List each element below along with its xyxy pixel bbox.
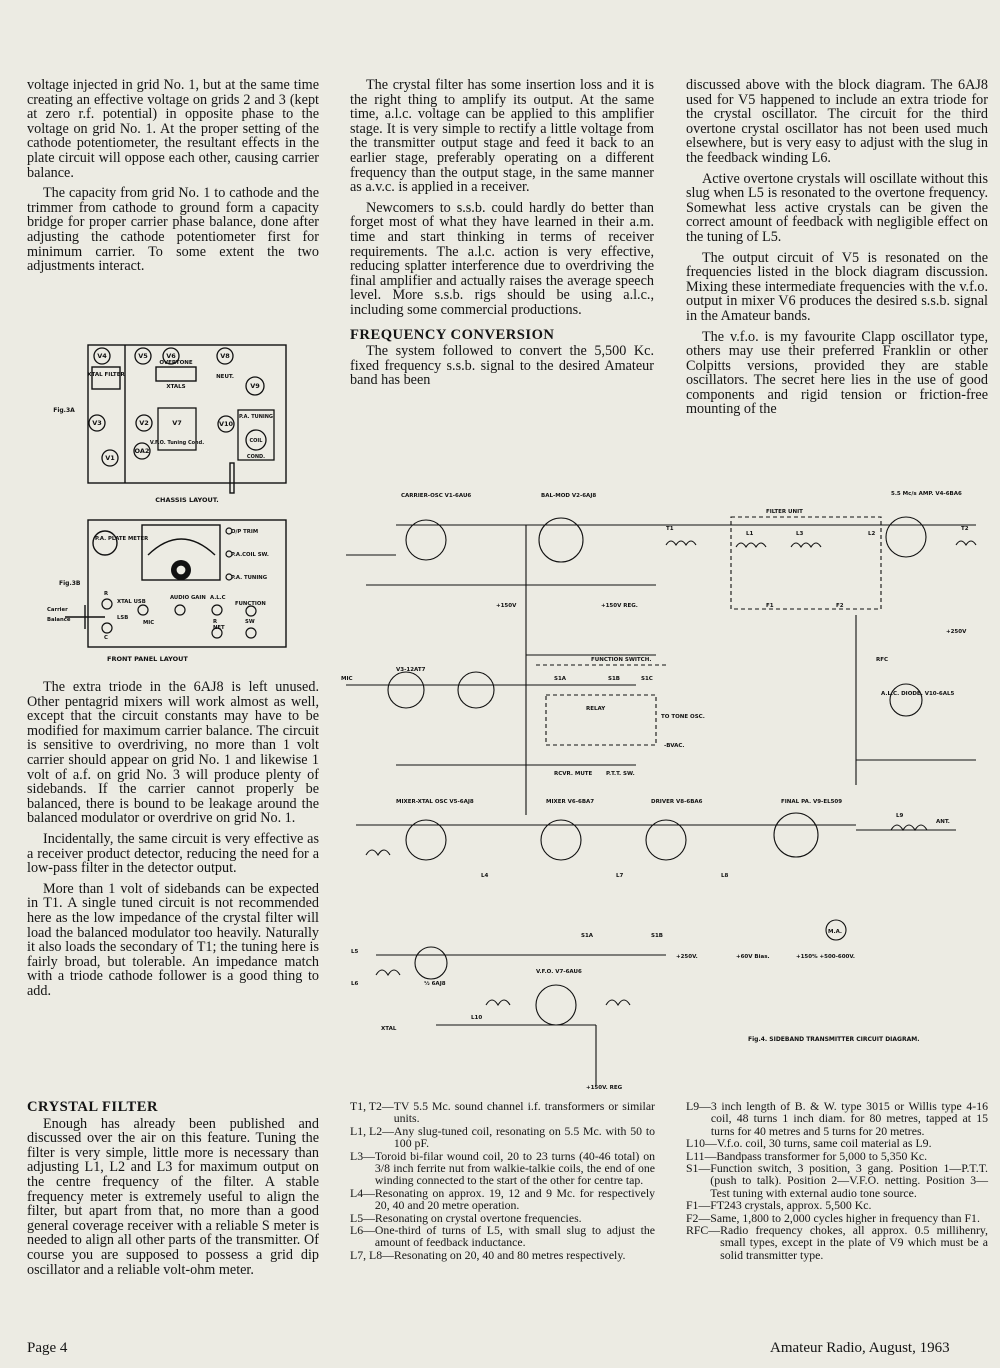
list-item: [686, 1100, 988, 1137]
plus-250v-label: +250V: [946, 629, 967, 635]
function-switch-label: FUNCTION SWITCH.: [591, 657, 652, 663]
l5-label: L5: [351, 949, 359, 955]
part-key: L6—: [350, 1223, 375, 1238]
column-3-top: [686, 78, 988, 417]
l1-label: L1: [746, 531, 754, 537]
part-desc: FT243 crystals, approx. 5,500 Kc.: [710, 1198, 872, 1213]
part-desc: Bandpass transformer for 5,000 to 5,350 Kc.: [716, 1148, 928, 1163]
list-item: [350, 1249, 655, 1261]
paragraph: The extra triode in the 6AJ8 is left unused. Other pentagrid mixers will work almost as well, except that the circuit constants may have to be modified for maximum carrier balance. The circuit is sensitive to overdriving, no more than 1 volt carrier should appear on grid No. 1 and likewise 1 volt of a.f. on grid No. 3 will produce plenty of sidebands. If the carrier cannot properly be balanced, there is bound to be leakage around the balanced modulator or overdrive on grid No. 1.: [27, 679, 319, 827]
list-item: [350, 1150, 655, 1187]
list-item: [686, 1137, 988, 1149]
stage-filter-unit: FILTER UNIT: [766, 509, 803, 515]
parts-list-2: [686, 1100, 988, 1261]
plus-600v-label: +150% +500-600V.: [796, 954, 856, 960]
part-key: L10—: [686, 1136, 717, 1151]
part-desc: V.f.o. coil, 30 turns, same coil material as L9.: [716, 1136, 932, 1151]
tube-v2: V2: [139, 419, 149, 427]
pa-coil-sw-label: P.A.COIL SW.: [231, 552, 269, 558]
stage-mixer-xtal-osc: MIXER-XTAL OSC V5-6AJ8: [396, 799, 474, 805]
part-desc: Any slug-tuned coil, resonating on 5.5 Mc. with 50 to 100 pF.: [393, 1123, 655, 1151]
s1a-lower-label: S1A: [581, 933, 594, 939]
audio-gain-label: AUDIO GAIN: [170, 595, 206, 601]
l3-label: L3: [796, 531, 804, 537]
plus-250v-lower-label: +250V.: [676, 954, 698, 960]
plus-150v-reg-lower-label: +150V. REG: [586, 1085, 623, 1091]
stage-alc-diode: A.L.C. DIODE. V10-6AL5: [881, 691, 955, 697]
tube-v8: V8: [220, 352, 230, 360]
part-desc: Resonating on crystal overtone frequencies.: [374, 1210, 582, 1225]
part-desc: TV 5.5 Mc. sound channel i.f. transformers or similar units.: [393, 1099, 655, 1126]
sw-label: SW: [245, 619, 255, 625]
part-key: L7, L8—: [350, 1247, 394, 1262]
part-key: L1, L2—: [350, 1123, 394, 1138]
stage-mixer: MIXER V6-6BA7: [546, 799, 595, 805]
column-1-bottom: [27, 1100, 319, 1277]
tube-v9: V9: [250, 382, 260, 390]
part-desc: Toroid bi-filar wound coil, 20 to 23 turns (40-46 total) on 3/8 inch ferrite nut from walkie-talkie coils, the end of one winding connected to the start of the other for centre tap.: [374, 1148, 655, 1188]
part-desc: 3 inch length of B. & W. type 3015 or Willis type 4-16 coil, 48 turns 1 inch diam. for 80 metres, tapped at 15 turns for 40 metres and 5 turns for 20 metres.: [710, 1099, 988, 1138]
parts-list-1: [350, 1100, 655, 1261]
column-1-middle: [27, 680, 319, 998]
heading-crystal-filter: CRYSTAL FILTER: [27, 1099, 158, 1115]
heading-frequency-conversion: FREQUENCY CONVERSION: [350, 326, 555, 343]
tube-v3: V3: [92, 419, 102, 427]
paragraph: The capacity from grid No. 1 to cathode and the trimmer from cathode to ground form a capacity bridge for proper carrier phase balance, done after adjusting the cathode potentiometer first for minimum carrier. To some extent the two adjustments interact.: [27, 185, 319, 275]
part-desc: Function switch, 3 position, 3 gang. Position 1—P.T.T. (push to talk). Position 2—V.F.O. netting. Position 3—Test tuning with external audio tone source.: [710, 1161, 988, 1200]
l9-label: L9: [896, 813, 904, 819]
stage-carrier-osc: CARRIER-OSC V1-6AU6: [401, 493, 472, 499]
paragraph: The crystal filter has some insertion loss and it is the right thing to amplify its output. At the same time, a.l.c. voltage can be applied to this amplifier stage. It is very simple to rectify a little voltage from the transmitter output stage and feed it back to an earlier stage, preferably operating on a different frequency than the output stage, in the same manner as a.v.c. is applied in a receiver.: [350, 77, 654, 196]
fig3a-label: Fig.3A: [53, 407, 75, 414]
figure-4-sideband-transmitter-circuit: [336, 485, 996, 1095]
l4-label: L4: [481, 873, 489, 879]
list-item: [350, 1100, 655, 1125]
xtals-label: XTALS: [166, 384, 186, 390]
column-1-top: [27, 78, 319, 274]
xtal-label: XTAL: [381, 1026, 397, 1032]
tube-oa2: OA2: [134, 447, 150, 455]
net-label: NET: [213, 625, 225, 631]
f2-label: F2: [836, 603, 844, 609]
to-tone-osc-label: TO TONE OSC.: [661, 714, 705, 720]
fig3b-label: Fig.3B: [59, 580, 81, 587]
plus-150v-label: +150V: [496, 603, 517, 609]
s1a-label: S1A: [554, 676, 567, 682]
plus-60v-bias-label: +60V Bias.: [736, 954, 770, 960]
pa-plate-meter-label: P.A. PLATE METER: [95, 536, 149, 542]
mic-label: MIC: [341, 676, 353, 682]
part-key: S1—: [686, 1161, 711, 1176]
pa-tuning-label: P.A. TUNING: [238, 414, 274, 420]
tube-v5: V5: [138, 352, 148, 360]
s1b-lower-label: S1B: [651, 933, 663, 939]
part-key: L3—: [350, 1148, 375, 1163]
stage-vfo: V.F.O. V7-6AU6: [536, 969, 582, 975]
tube-v10: V10: [218, 420, 234, 428]
cond-label: COND.: [246, 454, 266, 460]
f1-label: F1: [766, 603, 774, 609]
list-item: [350, 1187, 655, 1212]
stage-half-6aj8: ½ 6AJ8: [424, 981, 446, 987]
paragraph: Enough has already been published and discussed over the air on this feature. Tuning the filter is very simple, little more is necessary than adjusting L1, L2 and L3 for maximum output on the centre frequency of the filter. A stable frequency meter is extremely useful to align the filter, but apart from that, no more than a good general coverage receiver with a reliable S meter is needed to align all other parts of the transmitter. Of course you are supposed to possess a grid dip oscillator and a reliable volt-ohm meter.: [27, 1115, 319, 1278]
l10-label: L10: [471, 1015, 483, 1021]
l8-label: L8: [721, 873, 729, 879]
column-2-top: [350, 78, 654, 388]
part-key: RFC—: [686, 1223, 721, 1238]
part-key: L4—: [350, 1185, 375, 1200]
ptt-sw-label: P.T.T. SW.: [606, 771, 635, 777]
l6-label: L6: [351, 981, 359, 987]
overtone-label: OVERTONE: [159, 360, 193, 366]
pa-tuning-label: P.A. TUNING: [231, 575, 268, 581]
r-label: R: [104, 591, 109, 597]
paragraph: The system followed to convert the 5,500 Kc. fixed frequency s.s.b. signal to the desired Amateur band has been: [350, 343, 654, 389]
list-item: [686, 1162, 988, 1199]
part-key: T1, T2—: [350, 1099, 394, 1113]
part-key: L5—: [350, 1210, 375, 1225]
l2-label: L2: [868, 531, 876, 537]
tube-v7: V7: [172, 419, 182, 427]
tube-v1: V1: [105, 454, 115, 462]
carrier-label: Carrier: [47, 607, 68, 613]
list-item: [350, 1125, 655, 1150]
r-net-label: R: [213, 619, 218, 625]
figure-3a-chassis-layout: [50, 340, 290, 505]
stage-final-pa: FINAL PA. V9-EL509: [781, 799, 843, 805]
list-item: [686, 1199, 988, 1211]
alc-label: A.L.C: [210, 595, 226, 601]
part-desc: Resonating on approx. 19, 12 and 9 Mc. for respectively 20, 40 and 20 metre operation.: [374, 1185, 655, 1213]
part-key: F1—: [686, 1198, 711, 1213]
part-desc: One-third of turns of L5, with small slug to adjust the amount of feedback inductance.: [374, 1223, 655, 1250]
part-desc: Radio frequency chokes, all approx. 0.5 millihenry, small types, except in the plate of V9 which must be a solid transmitter type.: [720, 1223, 988, 1262]
plus-150v-reg-label: +150V REG.: [601, 603, 638, 609]
publication-footer: Amateur Radio, August, 1963: [770, 1340, 950, 1356]
xtal-usb-label: XTAL USB: [117, 599, 146, 605]
neut-label: NEUT.: [216, 374, 234, 380]
list-item: [350, 1224, 655, 1249]
rfc-label: RFC: [876, 657, 889, 663]
paragraph: Newcomers to s.s.b. could hardly do better than forget most of what they have learned in their a.m. time and start thinking in terms of receiver requirements. The a.l.c. action is very effective, reducing splatter interference due to overdriving the final amplifier and actually raises the average speech level. More s.s.b. rigs should be using a.l.c., including some commercial productions.: [350, 199, 654, 318]
stage-v3: V3-12AT7: [396, 667, 426, 673]
part-key: L9—: [686, 1099, 711, 1113]
fig3b-caption: FRONT PANEL LAYOUT: [107, 655, 188, 663]
stage-driver: DRIVER V8-6BA6: [651, 799, 703, 805]
ant-label: ANT.: [936, 819, 950, 825]
coil-label: COIL: [249, 438, 263, 444]
s1b-label: S1B: [608, 676, 620, 682]
function-label: FUNCTION: [235, 601, 266, 607]
tube-v6: V6: [166, 352, 176, 360]
stage-bal-mod: BAL-MOD V2-6AJ8: [541, 493, 597, 499]
part-key: F2—: [686, 1210, 711, 1225]
paragraph: Incidentally, the same circuit is very effective as a receiver product detector, reducing the need for a low-pass filter in the detector output.: [27, 830, 319, 877]
paragraph: Active overtone crystals will oscillate without this slug when L5 is resonated to the overtone frequency. Somewhat less active crystals can be given the correct amount of feedback with negligible effect on the tuning of L5.: [686, 170, 988, 245]
list-item: [686, 1224, 988, 1261]
mic-label: MIC: [143, 620, 155, 626]
figure-4-caption: Fig.4. SIDEBAND TRANSMITTER CIRCUIT DIAGRAM.: [748, 1036, 920, 1043]
stage-55-amp: 5.5 Mc/s AMP. V4-6BA6: [891, 491, 962, 497]
part-desc: Resonating on 20, 40 and 80 metres respectively.: [393, 1247, 626, 1262]
paragraph: discussed above with the block diagram. The 6AJ8 used for V5 happened to include an extra triode for the crystal oscillator. The circuit for the third overtone crystal oscillator has not been used much elsewhere, but is very easy to adjust with the slug in the feedback winding L6.: [686, 77, 988, 166]
t2-label: T2: [961, 526, 969, 532]
balance-label: Balance: [47, 617, 71, 623]
figure-3b-front-panel: [45, 515, 295, 665]
paragraph: The v.f.o. is my favourite Clapp oscillator type, others may use their preferred Franklin or other Colpitts versions, provided they are stable oscillators. The secret here lies in the use of good components and rigid tension or friction-free mounting of the: [686, 328, 988, 418]
bvac-label: -BVAC.: [664, 743, 685, 749]
part-key: L11—: [686, 1148, 717, 1163]
relay-label: RELAY: [586, 706, 606, 712]
c-label: C: [104, 635, 108, 641]
op-trim-label: O/P TRIM: [231, 529, 259, 535]
paragraph: More than 1 volt of sidebands can be expected in T1. A single tuned circuit is not recommended here as the low impedance of the crystal filter will load the balanced modulator too heavily. Naturally it also loads the secondary of T1; the tuning here is fairly broad, but tolerable. An impedance match with a triode cathode follower is a good thing to add.: [27, 880, 319, 999]
page-number: Page 4: [27, 1340, 68, 1356]
fig3a-caption: CHASSIS LAYOUT.: [155, 496, 219, 504]
l7-label: L7: [616, 873, 624, 879]
paragraph: The output circuit of V5 is resonated on the frequencies listed in the block diagram discussion. Mixing these intermediate frequencies with the v.f.o. output in mixer V6 produces the desired s.s.b. signal in the Amateur bands.: [686, 249, 988, 324]
s1c-label: S1C: [641, 676, 653, 682]
t1-label: T1: [666, 526, 674, 532]
part-desc: Same, 1,800 to 2,000 cycles higher in frequency than F1.: [710, 1210, 980, 1225]
tube-v4: V4: [97, 352, 107, 360]
paragraph: voltage injected in grid No. 1, but at the same time creating an effective voltage on grids 2 and 3 (kept at zero r.f. potential) in opposite phase to the voltage on grid No. 1. At the proper setting of the cathode potentiometer, the resultant effects in the plate circuit will oppose each other, causing carrier balance.: [27, 77, 319, 181]
rcvr-mute-label: RCVR. MUTE: [554, 771, 593, 777]
xtal-filter-label: XTAL FILTER: [87, 372, 125, 378]
ma-label: M.A.: [828, 929, 843, 935]
vfo-tuning-label: V.F.O. Tuning Cond.: [149, 440, 205, 446]
lsb-label: LSB: [117, 615, 129, 621]
